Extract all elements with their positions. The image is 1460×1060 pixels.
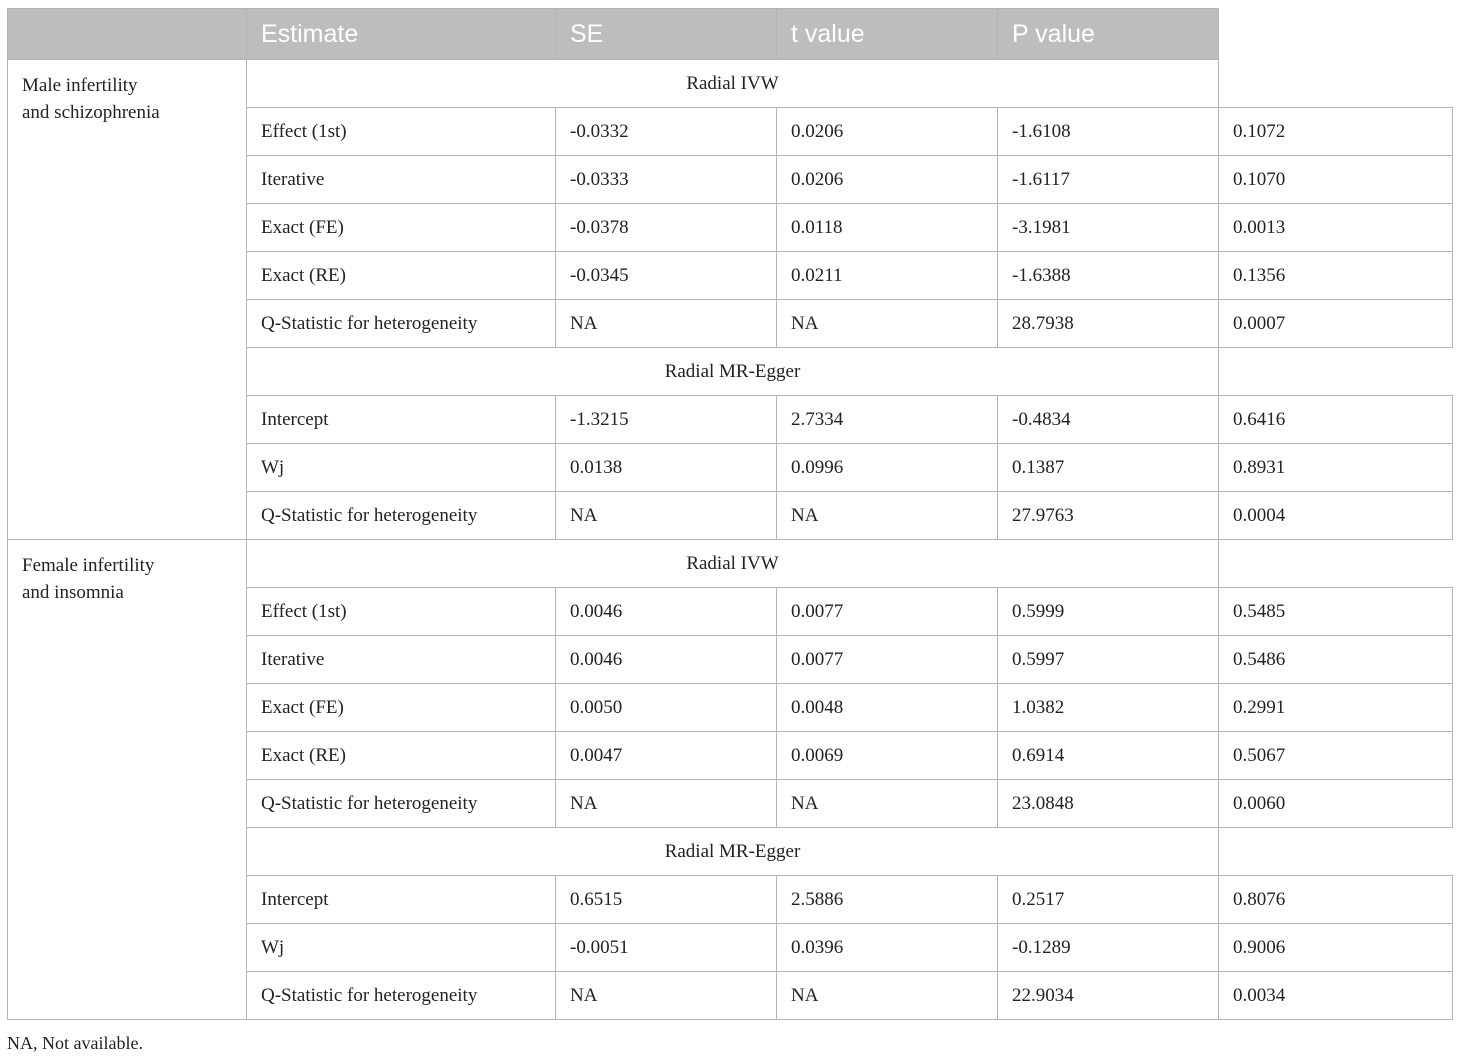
group-label [8,540,247,1020]
table-cell: 0.0046 [556,588,777,636]
table-cell: 0.5997 [998,636,1219,684]
table-cell: 22.9034 [998,972,1219,1020]
header-cell-se: SE [556,9,777,60]
table-cell: -3.1981 [998,204,1219,252]
table-cell: 2.7334 [777,396,998,444]
table-cell: 0.0396 [777,924,998,972]
row-label: Q-Statistic for heterogeneity [247,300,556,348]
table-cell: NA [777,972,998,1020]
header-cell-estimate: Estimate [247,9,556,60]
table-cell: 0.1356 [1219,252,1453,300]
table-cell: 2.5886 [777,876,998,924]
table-cell: 0.0046 [556,636,777,684]
table-cell: 0.0007 [1219,300,1453,348]
table-cell: 0.6416 [1219,396,1453,444]
table-cell: 0.1070 [1219,156,1453,204]
table-cell: 0.6515 [556,876,777,924]
table-cell: 0.0048 [777,684,998,732]
row-label: Q-Statistic for heterogeneity [247,492,556,540]
table-cell: NA [777,300,998,348]
table-cell: 28.7938 [998,300,1219,348]
table-cell: 0.0211 [777,252,998,300]
row-label: Exact (FE) [247,684,556,732]
table-cell: NA [777,780,998,828]
table-cell: 0.2991 [1219,684,1453,732]
table-cell: 27.9763 [998,492,1219,540]
table-cell: 1.0382 [998,684,1219,732]
section-title: Radial MR-Egger [247,828,1219,876]
row-label: Iterative [247,636,556,684]
section-title: Radial MR-Egger [247,348,1219,396]
header-row [8,9,1453,60]
table-cell: -1.3215 [556,396,777,444]
section-title: Radial IVW [247,60,1219,108]
header-cell-t-value: t value [777,9,998,60]
table-cell: 0.0047 [556,732,777,780]
table-cell: NA [556,300,777,348]
table-cell: 0.0206 [777,108,998,156]
table-cell: 0.0069 [777,732,998,780]
table-cell: -1.6388 [998,252,1219,300]
table-cell: -0.1289 [998,924,1219,972]
row-label: Q-Statistic for heterogeneity [247,780,556,828]
group-label-line2: and schizophrenia [22,102,160,123]
table-cell: -1.6117 [998,156,1219,204]
results-table [7,8,1453,1020]
table-cell: 0.0996 [777,444,998,492]
table-cell: 0.0118 [777,204,998,252]
table-cell: 0.8076 [1219,876,1453,924]
table-footnote: NA, Not available. [7,1033,143,1053]
table-cell: 0.0004 [1219,492,1453,540]
table-cell: 0.0060 [1219,780,1453,828]
table-cell: -0.0345 [556,252,777,300]
row-label: Effect (1st) [247,588,556,636]
table-cell: -0.0378 [556,204,777,252]
header-cell-blank [8,9,247,60]
table-cell: NA [556,492,777,540]
section-row [8,60,1453,108]
table-cell: NA [556,780,777,828]
group-label [8,60,247,540]
table-cell: 0.0050 [556,684,777,732]
table-cell: 0.0034 [1219,972,1453,1020]
row-label: Wj [247,444,556,492]
table-cell: 0.5067 [1219,732,1453,780]
table-cell: NA [777,492,998,540]
section-row [8,540,1453,588]
row-label: Q-Statistic for heterogeneity [247,972,556,1020]
row-label: Wj [247,924,556,972]
table-cell: 0.8931 [1219,444,1453,492]
table-cell: 0.0077 [777,636,998,684]
row-label: Exact (FE) [247,204,556,252]
table-cell: 0.1072 [1219,108,1453,156]
section-title: Radial IVW [247,540,1219,588]
table-cell: 0.5999 [998,588,1219,636]
table-cell: -1.6108 [998,108,1219,156]
table-cell: 0.0013 [1219,204,1453,252]
table-cell: 0.5485 [1219,588,1453,636]
table-cell: 23.0848 [998,780,1219,828]
table-cell: 0.5486 [1219,636,1453,684]
table-cell: -0.0332 [556,108,777,156]
table-cell: NA [556,972,777,1020]
header-cell-p-value: P value [998,9,1219,60]
table-cell: -0.0333 [556,156,777,204]
row-label: Iterative [247,156,556,204]
table-cell: 0.0138 [556,444,777,492]
table-cell: -0.0051 [556,924,777,972]
group-label-line1: Female infertility [22,555,155,576]
row-label: Intercept [247,396,556,444]
row-label: Intercept [247,876,556,924]
table-cell: 0.2517 [998,876,1219,924]
table-cell: 0.1387 [998,444,1219,492]
group-label-line2: and insomnia [22,582,124,603]
row-label: Exact (RE) [247,732,556,780]
table-cell: 0.6914 [998,732,1219,780]
row-label: Effect (1st) [247,108,556,156]
table-cell: 0.9006 [1219,924,1453,972]
table-cell: 0.0206 [777,156,998,204]
table-cell: -0.4834 [998,396,1219,444]
table-body [8,60,1453,1020]
row-label: Exact (RE) [247,252,556,300]
group-label-line1: Male infertility [22,75,138,96]
table-cell: 0.0077 [777,588,998,636]
